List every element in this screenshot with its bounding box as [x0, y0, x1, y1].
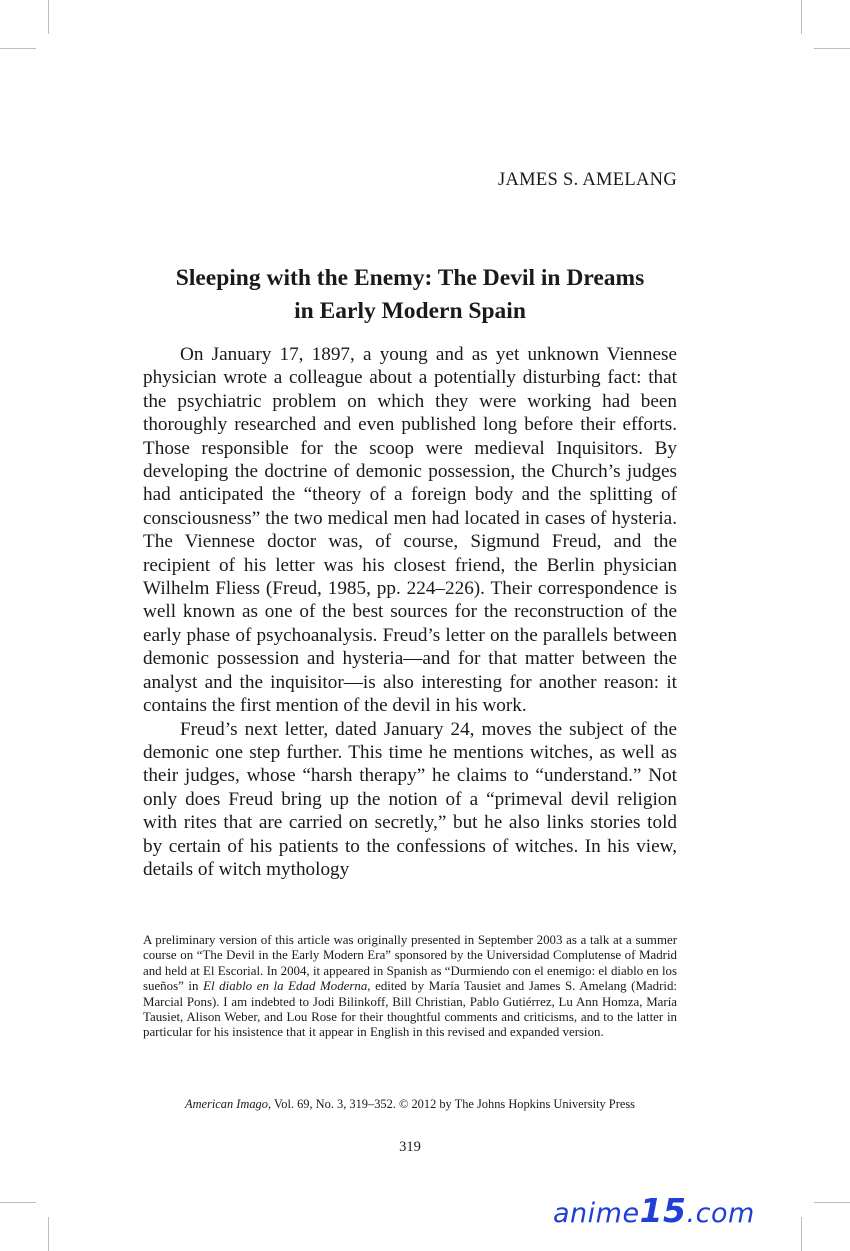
- footnote-text: A preliminary version of this article was originally presented in September 2003 as a talk at a summer course on “The Devil in the Early Modern Era” sponsored by the Universidad Complutense of Madrid and held at El Escorial. In 2004, it appeared in Spanish as “Durmiendo con el enemigo: el diablo en los sueños” in: [143, 933, 677, 994]
- crop-mark: [0, 1202, 36, 1203]
- crop-mark: [814, 1202, 850, 1203]
- citation-details: , Vol. 69, No. 3, 319–352. © 2012 by The Johns Hopkins University Press: [267, 1097, 635, 1111]
- title-line-1: Sleeping with the Enemy: The Devil in Dreams: [175, 265, 645, 291]
- footnote-book-title: El diablo en la Edad Moderna: [203, 979, 368, 994]
- journal-name: American Imago: [185, 1097, 268, 1111]
- watermark-prefix: anime: [553, 1198, 640, 1229]
- watermark-suffix: .com: [686, 1198, 755, 1229]
- journal-citation: [143, 1097, 677, 1112]
- crop-mark: [801, 1217, 802, 1251]
- crop-mark: [801, 0, 802, 34]
- crop-mark: [48, 0, 49, 34]
- crop-mark: [0, 48, 36, 49]
- watermark-number: 15: [639, 1191, 687, 1230]
- body-paragraph: Freud’s next letter, dated January 24, moves the subject of the demonic one step further. This time he mentions witches, as well as their judges, whose “harsh therapy” he claims to “understand.” Not only does Freud bring up the notion of a “primeval devil religion with rites that are carried on secretly,” but he also links stories told by certain of his patients to the confessions of witches. In his view, details of witch mythology: [143, 718, 677, 880]
- crop-mark: [48, 1217, 49, 1251]
- footnote: [143, 933, 677, 1041]
- page-number: 319: [399, 1139, 421, 1155]
- body-paragraph: On January 17, 1897, a young and as yet unknown Viennese physician wrote a colleague about a potentially disturbing fact: that the psychiatric problem on which they were working had been thoroughly researched and even published long before their efforts. Those responsible for the scoop were medieval Inquisitors. By developing the doctrine of demonic possession, the Church’s judges had anticipated the “theory of a foreign body and the splitting of consciousness” the two medical men had located in cases of hysteria. The Viennese doctor was, of course, Sigmund Freud, and the recipient of his letter was his closest friend, the Berlin physician Wilhelm Fliess (Freud, 1985, pp. 224–226). Their correspondence is well known as one of the best sources for the reconstruction of the early phase of psychoanalysis. Freud’s letter on the parallels between demonic possession and hysteria—and for that matter between the analyst and the inquisitor—is also interesting for another reason: it contains the first mention of the devil in his work.: [143, 344, 677, 717]
- watermark-logo: [553, 1191, 755, 1230]
- author-name: JAMES S. AMELANG: [497, 170, 677, 190]
- title-line-2: in Early Modern Spain: [294, 298, 526, 324]
- article-body: [143, 343, 677, 881]
- article-title: [143, 262, 677, 328]
- crop-mark: [814, 48, 850, 49]
- footnote-text-continued: , edited by María Tausiet and James S. Amelang (Madrid: Marcial Pons). I am indebted to Jodi Bilinkoff, Bill Christian, Pablo Gutiérrez, Lu Ann Homza, María Tausiet, Alison Weber, and Lou Rose for their thoughtful comments and criticisms, and to the latter in particular for his insistence that it appear in English in this revised and expanded version.: [143, 979, 677, 1040]
